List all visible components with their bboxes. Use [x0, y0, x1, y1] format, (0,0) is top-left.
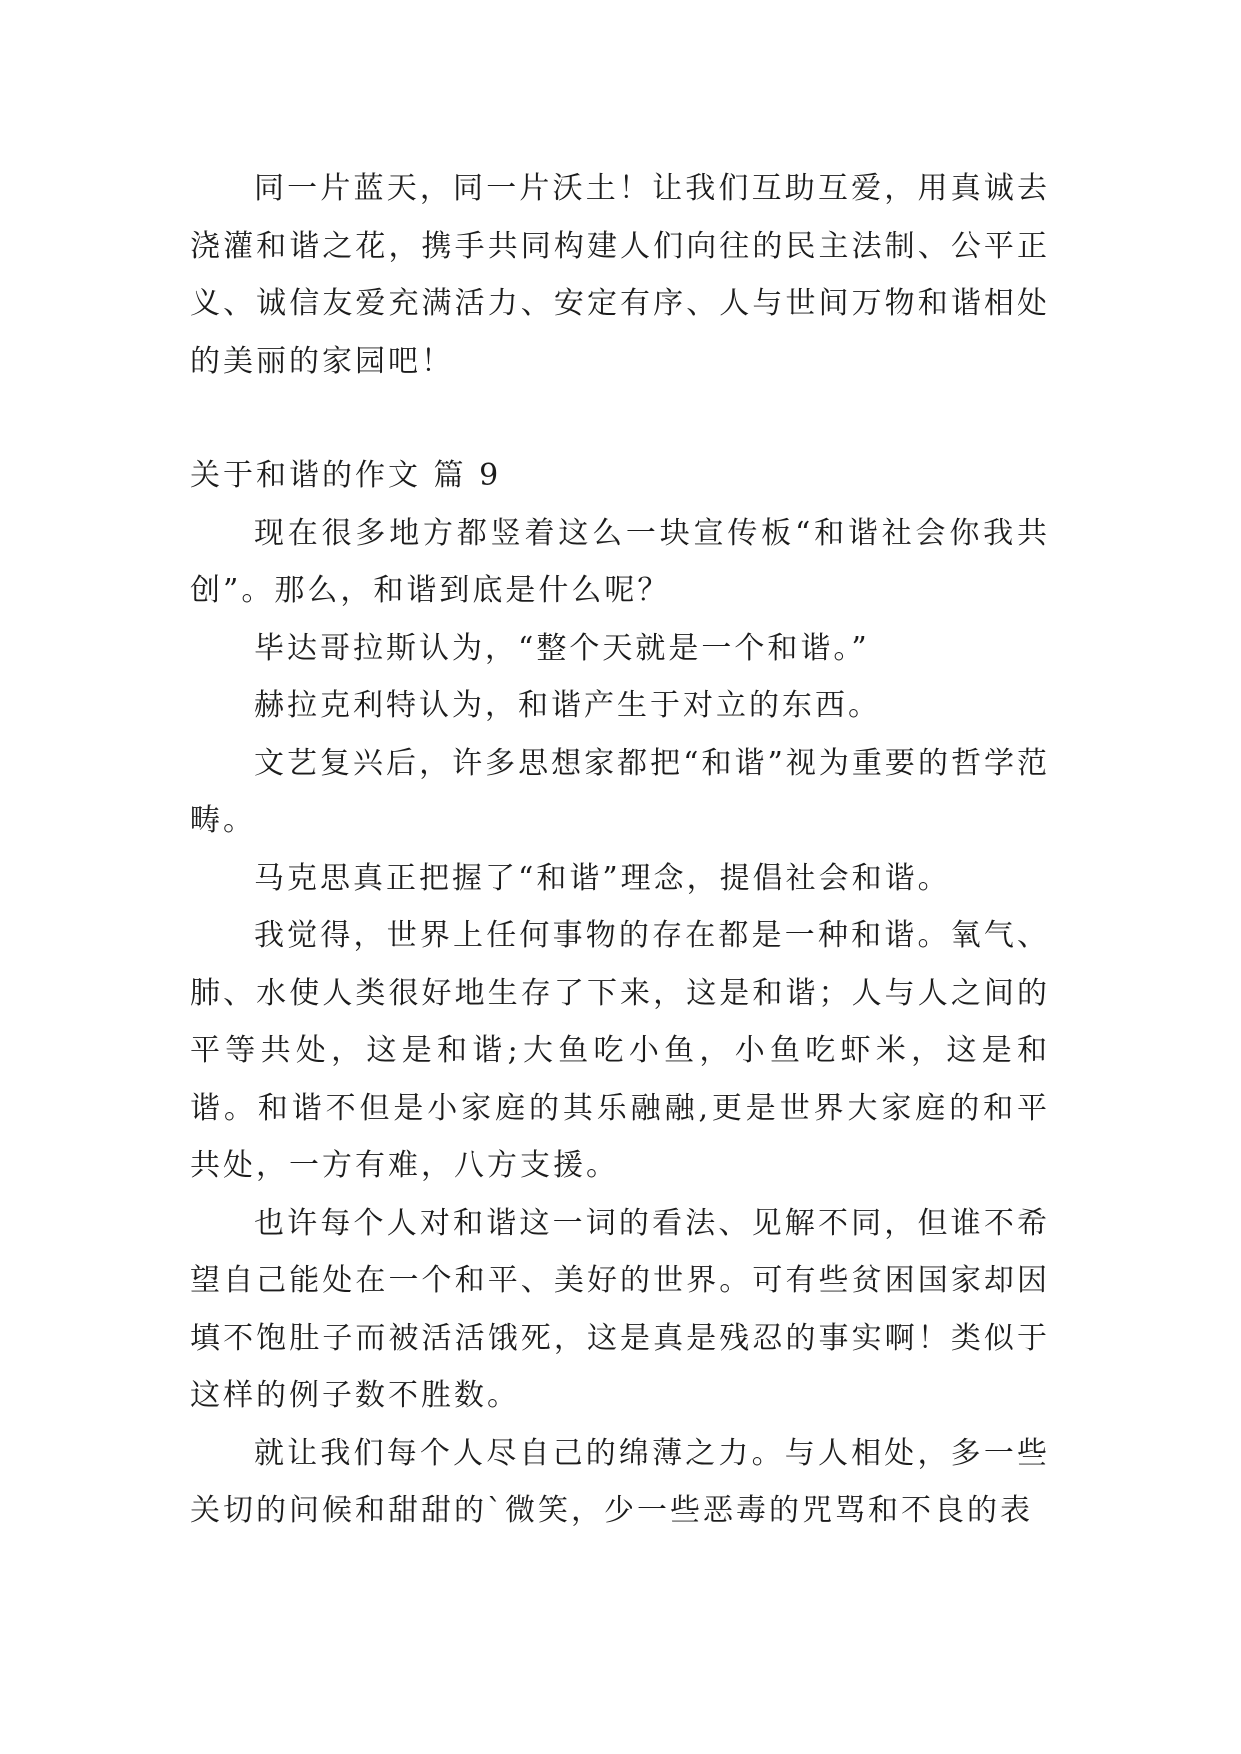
paragraph-2: 毕达哥拉斯认为，“整个天就是一个和谐。”	[254, 630, 870, 666]
paragraph-3: 赫拉克利特认为，和谐产生于对立的东西。	[254, 688, 881, 723]
paragraph-8: 就让我们每个人尽自己的绵薄之力。与人相处，多一些关切的问候和甜甜的`微笑，少一些恶毒的咒骂和不良的表	[190, 1435, 1050, 1528]
paragraph-1: 现在很多地方都竖着这么一块宣传板“和谐社会你我共创”。那么，和谐到底是什么呢？	[190, 515, 1050, 608]
paragraph-7: 也许每个人对和谐这一词的看法、见解不同，但谁不希望自己能处在一个和平、美好的世界。可有些贫困国家却因填不饱肚子而被活活饿死，这是真是残忍的事实啊！类似于这样的例子数不胜数。	[190, 1205, 1050, 1413]
paragraph-5: 马克思真正把握了“和谐”理念，提倡社会和谐。	[254, 860, 951, 896]
paragraph-4: 文艺复兴后，许多思想家都把“和谐”视为重要的哲学范畴。	[190, 745, 1050, 838]
section-title: 关于和谐的作文 篇 9	[190, 458, 502, 493]
intro-paragraph: 同一片蓝天，同一片沃土！让我们互助互爱，用真诚去浇灌和谐之花，携手共同构建人们向往的民主法制、公平正义、诚信友爱充满活力、安定有序、人与世间万物和谐相处的美丽的家园吧！	[190, 171, 1050, 379]
paragraph-6: 我觉得，世界上任何事物的存在都是一种和谐。氧气、肺、水使人类很好地生存了下来，这是和谐；人与人之间的平等共处，这是和谐;大鱼吃小鱼，小鱼吃虾米，这是和谐。和谐不但是小家庭的其乐融融,更是世界大家庭的和平共处，一方有难，八方支援。	[190, 918, 1050, 1183]
document-body	[190, 160, 1050, 1540]
